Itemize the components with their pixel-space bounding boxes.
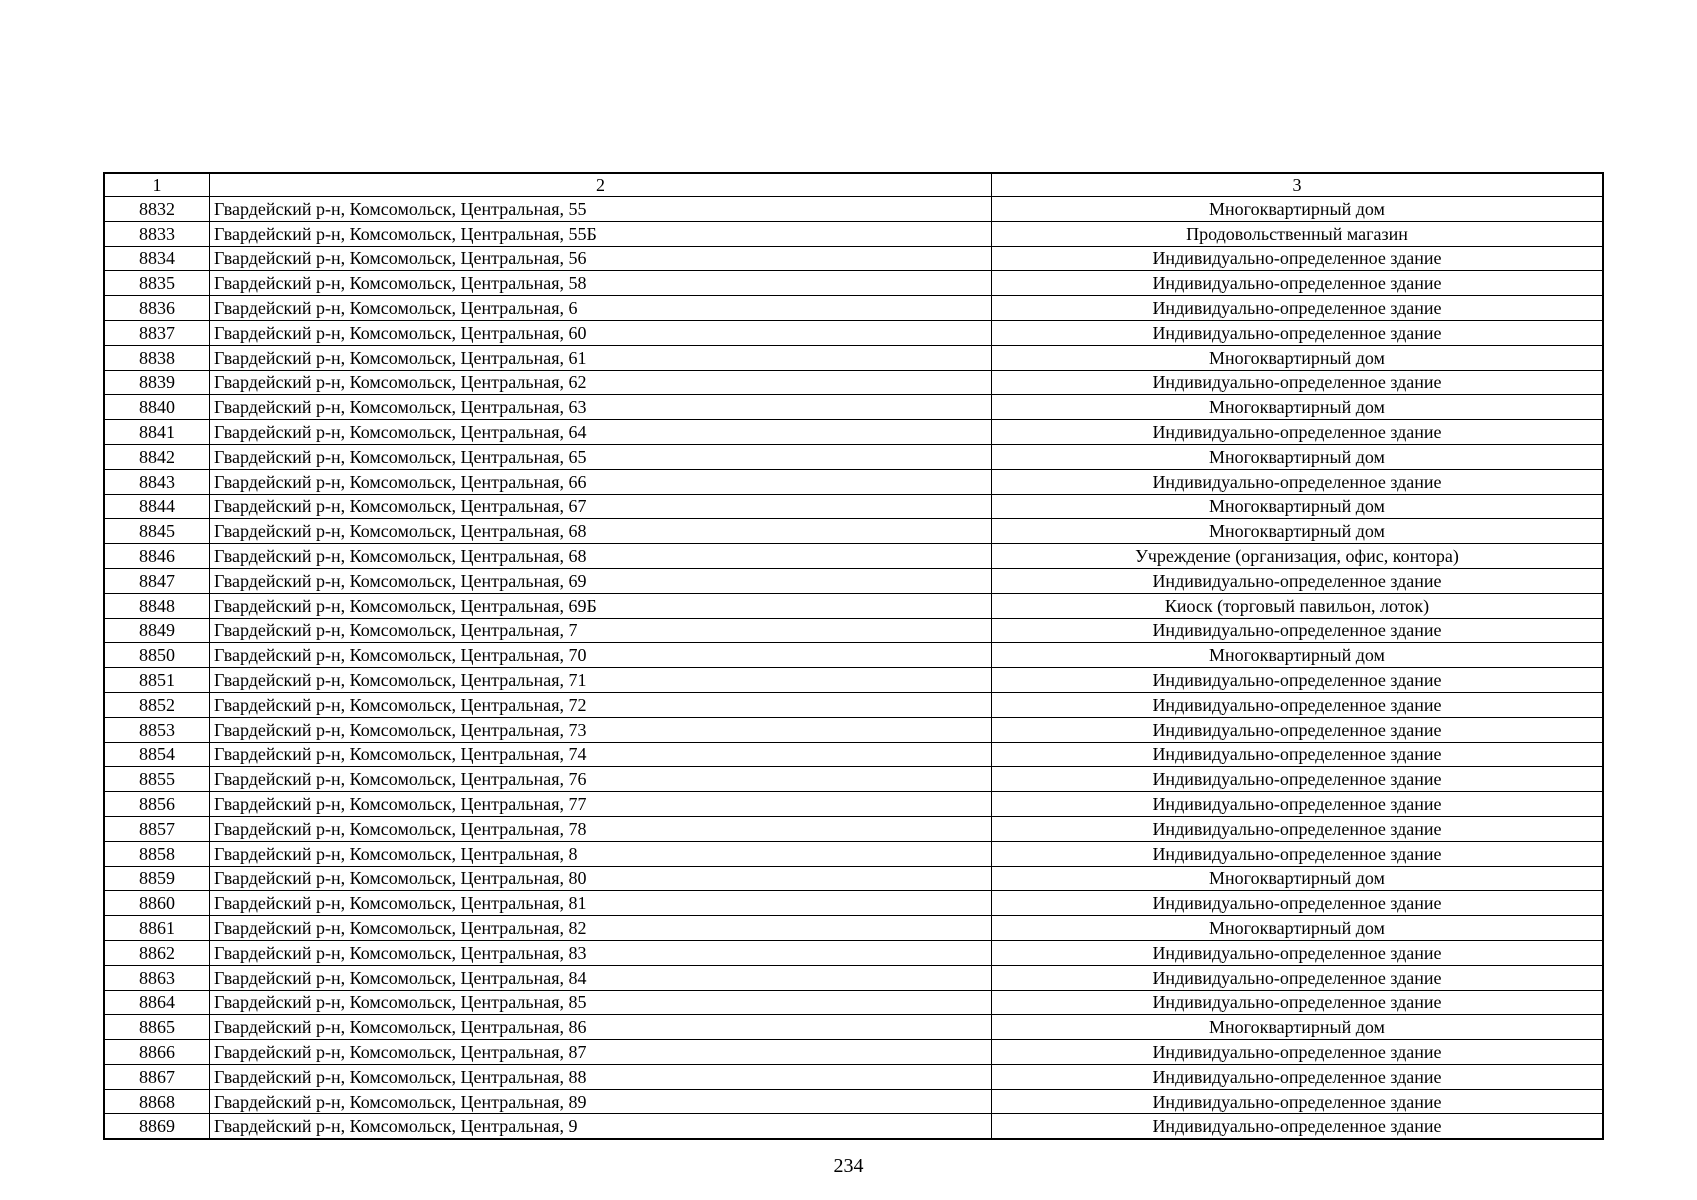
address-cell: Гвардейский р-н, Комсомольск, Центральная, 7 xyxy=(210,618,992,643)
row-number-cell: 8838 xyxy=(104,345,210,370)
table-row xyxy=(104,519,1603,544)
row-number-cell: 8860 xyxy=(104,891,210,916)
address-cell: Гвардейский р-н, Комсомольск, Центральная, 72 xyxy=(210,692,992,717)
address-cell: Гвардейский р-н, Комсомольск, Центральная, 6 xyxy=(210,296,992,321)
object-type-cell: Индивидуально-определенное здание xyxy=(992,742,1604,767)
row-number-cell: 8837 xyxy=(104,320,210,345)
address-cell: Гвардейский р-н, Комсомольск, Центральная, 89 xyxy=(210,1089,992,1114)
address-cell: Гвардейский р-н, Комсомольск, Центральная, 69Б xyxy=(210,593,992,618)
table-row xyxy=(104,692,1603,717)
object-type-cell: Индивидуально-определенное здание xyxy=(992,246,1604,271)
row-number-cell: 8854 xyxy=(104,742,210,767)
table-row xyxy=(104,1015,1603,1040)
object-type-cell: Киоск (торговый павильон, лоток) xyxy=(992,593,1604,618)
address-cell: Гвардейский р-н, Комсомольск, Центральная, 66 xyxy=(210,469,992,494)
table-row xyxy=(104,717,1603,742)
table-row xyxy=(104,271,1603,296)
address-cell: Гвардейский р-н, Комсомольск, Центральная, 68 xyxy=(210,519,992,544)
table-header-row xyxy=(104,173,1603,197)
registry-table xyxy=(103,172,1604,1140)
address-cell: Гвардейский р-н, Комсомольск, Центральная, 76 xyxy=(210,767,992,792)
table-row xyxy=(104,494,1603,519)
row-number-cell: 8841 xyxy=(104,420,210,445)
column-header-1: 1 xyxy=(104,173,210,197)
table-row xyxy=(104,444,1603,469)
object-type-cell: Многоквартирный дом xyxy=(992,916,1604,941)
address-cell: Гвардейский р-н, Комсомольск, Центральная, 62 xyxy=(210,370,992,395)
object-type-cell: Индивидуально-определенное здание xyxy=(992,891,1604,916)
table-row xyxy=(104,593,1603,618)
table-row xyxy=(104,1064,1603,1089)
object-type-cell: Многоквартирный дом xyxy=(992,1015,1604,1040)
table-row xyxy=(104,792,1603,817)
object-type-cell: Индивидуально-определенное здание xyxy=(992,692,1604,717)
row-number-cell: 8864 xyxy=(104,990,210,1015)
object-type-cell: Многоквартирный дом xyxy=(992,494,1604,519)
table-row xyxy=(104,345,1603,370)
object-type-cell: Индивидуально-определенное здание xyxy=(992,370,1604,395)
row-number-cell: 8869 xyxy=(104,1114,210,1139)
table-row xyxy=(104,197,1603,222)
table-row xyxy=(104,320,1603,345)
object-type-cell: Индивидуально-определенное здание xyxy=(992,420,1604,445)
row-number-cell: 8867 xyxy=(104,1064,210,1089)
address-cell: Гвардейский р-н, Комсомольск, Центральная, 78 xyxy=(210,816,992,841)
object-type-cell: Индивидуально-определенное здание xyxy=(992,1064,1604,1089)
address-cell: Гвардейский р-н, Комсомольск, Центральная, 61 xyxy=(210,345,992,370)
table-row xyxy=(104,246,1603,271)
object-type-cell: Учреждение (организация, офис, контора) xyxy=(992,544,1604,569)
row-number-cell: 8859 xyxy=(104,866,210,891)
row-number-cell: 8847 xyxy=(104,568,210,593)
row-number-cell: 8866 xyxy=(104,1040,210,1065)
address-cell: Гвардейский р-н, Комсомольск, Центральная, 64 xyxy=(210,420,992,445)
column-header-2: 2 xyxy=(210,173,992,197)
object-type-cell: Многоквартирный дом xyxy=(992,444,1604,469)
table-row xyxy=(104,1089,1603,1114)
address-cell: Гвардейский р-н, Комсомольск, Центральная, 56 xyxy=(210,246,992,271)
row-number-cell: 8852 xyxy=(104,692,210,717)
row-number-cell: 8853 xyxy=(104,717,210,742)
table-row xyxy=(104,891,1603,916)
row-number-cell: 8845 xyxy=(104,519,210,544)
address-cell: Гвардейский р-н, Комсомольск, Центральная, 74 xyxy=(210,742,992,767)
object-type-cell: Многоквартирный дом xyxy=(992,197,1604,222)
address-cell: Гвардейский р-н, Комсомольск, Центральная, 9 xyxy=(210,1114,992,1139)
row-number-cell: 8832 xyxy=(104,197,210,222)
object-type-cell: Индивидуально-определенное здание xyxy=(992,816,1604,841)
table-row xyxy=(104,544,1603,569)
table-row xyxy=(104,420,1603,445)
row-number-cell: 8857 xyxy=(104,816,210,841)
row-number-cell: 8839 xyxy=(104,370,210,395)
table-row xyxy=(104,643,1603,668)
object-type-cell: Индивидуально-определенное здание xyxy=(992,841,1604,866)
address-cell: Гвардейский р-н, Комсомольск, Центральная, 73 xyxy=(210,717,992,742)
row-number-cell: 8836 xyxy=(104,296,210,321)
object-type-cell: Индивидуально-определенное здание xyxy=(992,767,1604,792)
object-type-cell: Индивидуально-определенное здание xyxy=(992,965,1604,990)
address-cell: Гвардейский р-н, Комсомольск, Центральная, 85 xyxy=(210,990,992,1015)
address-cell: Гвардейский р-н, Комсомольск, Центральная, 60 xyxy=(210,320,992,345)
row-number-cell: 8861 xyxy=(104,916,210,941)
address-cell: Гвардейский р-н, Комсомольск, Центральная, 63 xyxy=(210,395,992,420)
object-type-cell: Многоквартирный дом xyxy=(992,519,1604,544)
row-number-cell: 8842 xyxy=(104,444,210,469)
table-row xyxy=(104,1040,1603,1065)
table-row xyxy=(104,940,1603,965)
row-number-cell: 8843 xyxy=(104,469,210,494)
row-number-cell: 8850 xyxy=(104,643,210,668)
object-type-cell: Индивидуально-определенное здание xyxy=(992,1114,1604,1139)
table-row xyxy=(104,742,1603,767)
address-cell: Гвардейский р-н, Комсомольск, Центральная, 80 xyxy=(210,866,992,891)
table-row xyxy=(104,469,1603,494)
object-type-cell: Индивидуально-определенное здание xyxy=(992,618,1604,643)
row-number-cell: 8856 xyxy=(104,792,210,817)
table-row xyxy=(104,668,1603,693)
row-number-cell: 8868 xyxy=(104,1089,210,1114)
address-cell: Гвардейский р-н, Комсомольск, Центральная, 84 xyxy=(210,965,992,990)
object-type-cell: Индивидуально-определенное здание xyxy=(992,296,1604,321)
row-number-cell: 8844 xyxy=(104,494,210,519)
address-cell: Гвардейский р-н, Комсомольск, Центральная, 70 xyxy=(210,643,992,668)
table-body xyxy=(104,197,1603,1140)
row-number-cell: 8862 xyxy=(104,940,210,965)
page-number: 234 xyxy=(833,1155,864,1177)
table-row xyxy=(104,568,1603,593)
table-row xyxy=(104,990,1603,1015)
address-cell: Гвардейский р-н, Комсомольск, Центральная, 82 xyxy=(210,916,992,941)
table-row xyxy=(104,965,1603,990)
object-type-cell: Индивидуально-определенное здание xyxy=(992,717,1604,742)
row-number-cell: 8858 xyxy=(104,841,210,866)
object-type-cell: Индивидуально-определенное здание xyxy=(992,568,1604,593)
table-row xyxy=(104,221,1603,246)
object-type-cell: Многоквартирный дом xyxy=(992,395,1604,420)
table-row xyxy=(104,370,1603,395)
object-type-cell: Индивидуально-определенное здание xyxy=(992,320,1604,345)
row-number-cell: 8833 xyxy=(104,221,210,246)
address-cell: Гвардейский р-н, Комсомольск, Центральная, 88 xyxy=(210,1064,992,1089)
address-cell: Гвардейский р-н, Комсомольск, Центральная, 67 xyxy=(210,494,992,519)
object-type-cell: Многоквартирный дом xyxy=(992,643,1604,668)
row-number-cell: 8851 xyxy=(104,668,210,693)
table-row xyxy=(104,841,1603,866)
row-number-cell: 8846 xyxy=(104,544,210,569)
object-type-cell: Индивидуально-определенное здание xyxy=(992,990,1604,1015)
object-type-cell: Индивидуально-определенное здание xyxy=(992,1089,1604,1114)
row-number-cell: 8835 xyxy=(104,271,210,296)
row-number-cell: 8849 xyxy=(104,618,210,643)
address-cell: Гвардейский р-н, Комсомольск, Центральная, 58 xyxy=(210,271,992,296)
object-type-cell: Индивидуально-определенное здание xyxy=(992,469,1604,494)
table-row xyxy=(104,916,1603,941)
table-row xyxy=(104,1114,1603,1139)
table-row xyxy=(104,767,1603,792)
object-type-cell: Продовольственный магазин xyxy=(992,221,1604,246)
object-type-cell: Многоквартирный дом xyxy=(992,345,1604,370)
table-row xyxy=(104,296,1603,321)
address-cell: Гвардейский р-н, Комсомольск, Центральная, 55 xyxy=(210,197,992,222)
address-cell: Гвардейский р-н, Комсомольск, Центральная, 71 xyxy=(210,668,992,693)
object-type-cell: Индивидуально-определенное здание xyxy=(992,792,1604,817)
row-number-cell: 8834 xyxy=(104,246,210,271)
row-number-cell: 8865 xyxy=(104,1015,210,1040)
row-number-cell: 8855 xyxy=(104,767,210,792)
address-cell: Гвардейский р-н, Комсомольск, Центральная, 87 xyxy=(210,1040,992,1065)
address-cell: Гвардейский р-н, Комсомольск, Центральная, 77 xyxy=(210,792,992,817)
object-type-cell: Индивидуально-определенное здание xyxy=(992,940,1604,965)
address-cell: Гвардейский р-н, Комсомольск, Центральная, 65 xyxy=(210,444,992,469)
address-cell: Гвардейский р-н, Комсомольск, Центральная, 83 xyxy=(210,940,992,965)
table-row xyxy=(104,395,1603,420)
row-number-cell: 8840 xyxy=(104,395,210,420)
address-cell: Гвардейский р-н, Комсомольск, Центральная, 81 xyxy=(210,891,992,916)
row-number-cell: 8863 xyxy=(104,965,210,990)
object-type-cell: Индивидуально-определенное здание xyxy=(992,271,1604,296)
address-cell: Гвардейский р-н, Комсомольск, Центральная, 69 xyxy=(210,568,992,593)
object-type-cell: Индивидуально-определенное здание xyxy=(992,668,1604,693)
address-cell: Гвардейский р-н, Комсомольск, Центральная, 68 xyxy=(210,544,992,569)
address-cell: Гвардейский р-н, Комсомольск, Центральная, 55Б xyxy=(210,221,992,246)
row-number-cell: 8848 xyxy=(104,593,210,618)
address-cell: Гвардейский р-н, Комсомольск, Центральная, 86 xyxy=(210,1015,992,1040)
table-row xyxy=(104,866,1603,891)
address-cell: Гвардейский р-н, Комсомольск, Центральная, 8 xyxy=(210,841,992,866)
table-row xyxy=(104,816,1603,841)
object-type-cell: Многоквартирный дом xyxy=(992,866,1604,891)
column-header-3: 3 xyxy=(992,173,1604,197)
object-type-cell: Индивидуально-определенное здание xyxy=(992,1040,1604,1065)
table-row xyxy=(104,618,1603,643)
